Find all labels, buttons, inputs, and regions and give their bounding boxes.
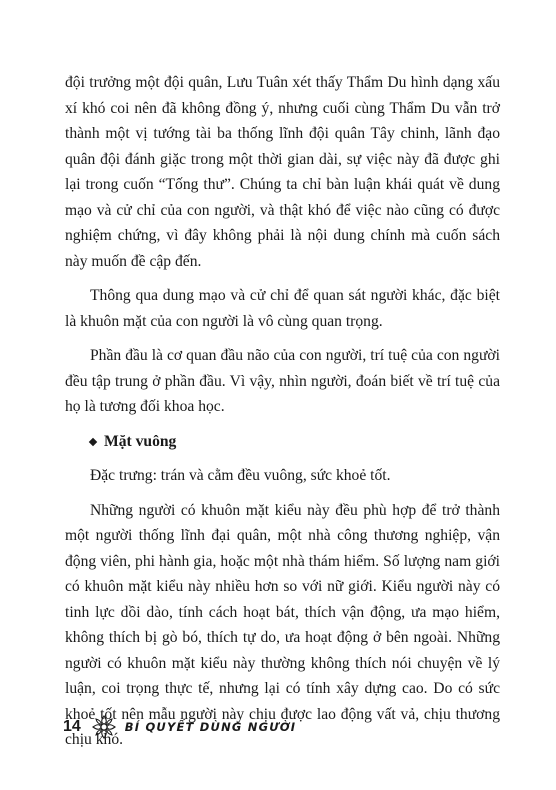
paragraph: Những người có khuôn mặt kiểu này đều phù hợp để trở thành một người thống lĩnh đại quân, một nhà công thương nghiệp, vận động viên, phi hành gia, hoặc một nhà thám hiểm. Số lượng nam giới có khuôn mặt kiểu này nhiều hơn so với nữ giới. Kiểu người này có tinh lực dồi dào, tính cách hoạt bát, thích vận động, ưa mạo hiểm, không thích bị gò bó, thích tự do, ưa hoạt động ở bên ngoài. Những người có khuôn mặt kiểu này thường không thích nói chuyện về lý luận, coi trọng thực tế, nhưng lại có tính xây dựng cao. Do có sức khoẻ tốt nên mẫu người này chịu được lao động vất vả, chịu thương chịu khó. [65, 501, 500, 748]
paragraph: Phần đầu là cơ quan đầu não của con người, trí tuệ của con người đều tập trung ở phần đầu. Vì vậy, nhìn người, đoán biết về trí tuệ của họ là tương đối khoa học. [65, 347, 500, 415]
book-title: BÍ QUYẾT DÙNG NGƯỜI [124, 720, 297, 734]
section-heading [65, 429, 500, 455]
page-footer [63, 712, 296, 742]
section-heading-text: Mặt vuông [104, 432, 177, 450]
paragraph: Thông qua dung mạo và cử chỉ để quan sát người khác, đặc biệt là khuôn mặt của con người là vô cùng quan trọng. [65, 287, 500, 330]
lotus-ornament-icon [91, 714, 117, 740]
page-body [65, 70, 500, 753]
diamond-bullet-icon [89, 438, 97, 446]
page-number: 14 [63, 718, 81, 735]
paragraph-continued: đội trưởng một đội quân, Lưu Tuân xét thấy Thẩm Du hình dạng xấu xí khó coi nên đã không đồng ý, nhưng cuối cùng Thẩm Du vẫn trở thành một vị tướng tài ba thống lĩnh đội quân Tây chinh, lãnh đạo quân đội đánh giặc trong một thời gian dài, sự việc này đã được ghi lại trong cuốn “Tống thư”. Chúng ta chỉ bàn luận khái quát về dung mạo và cử chỉ của con người, và thật khó để việc nào cũng có được nghiệm chứng, vì đây không phải là nội dung chính mà cuốn sách này muốn đề cập đến. [65, 74, 500, 270]
features-line: Đặc trưng: trán và cằm đều vuông, sức khoẻ tốt. [90, 467, 391, 484]
